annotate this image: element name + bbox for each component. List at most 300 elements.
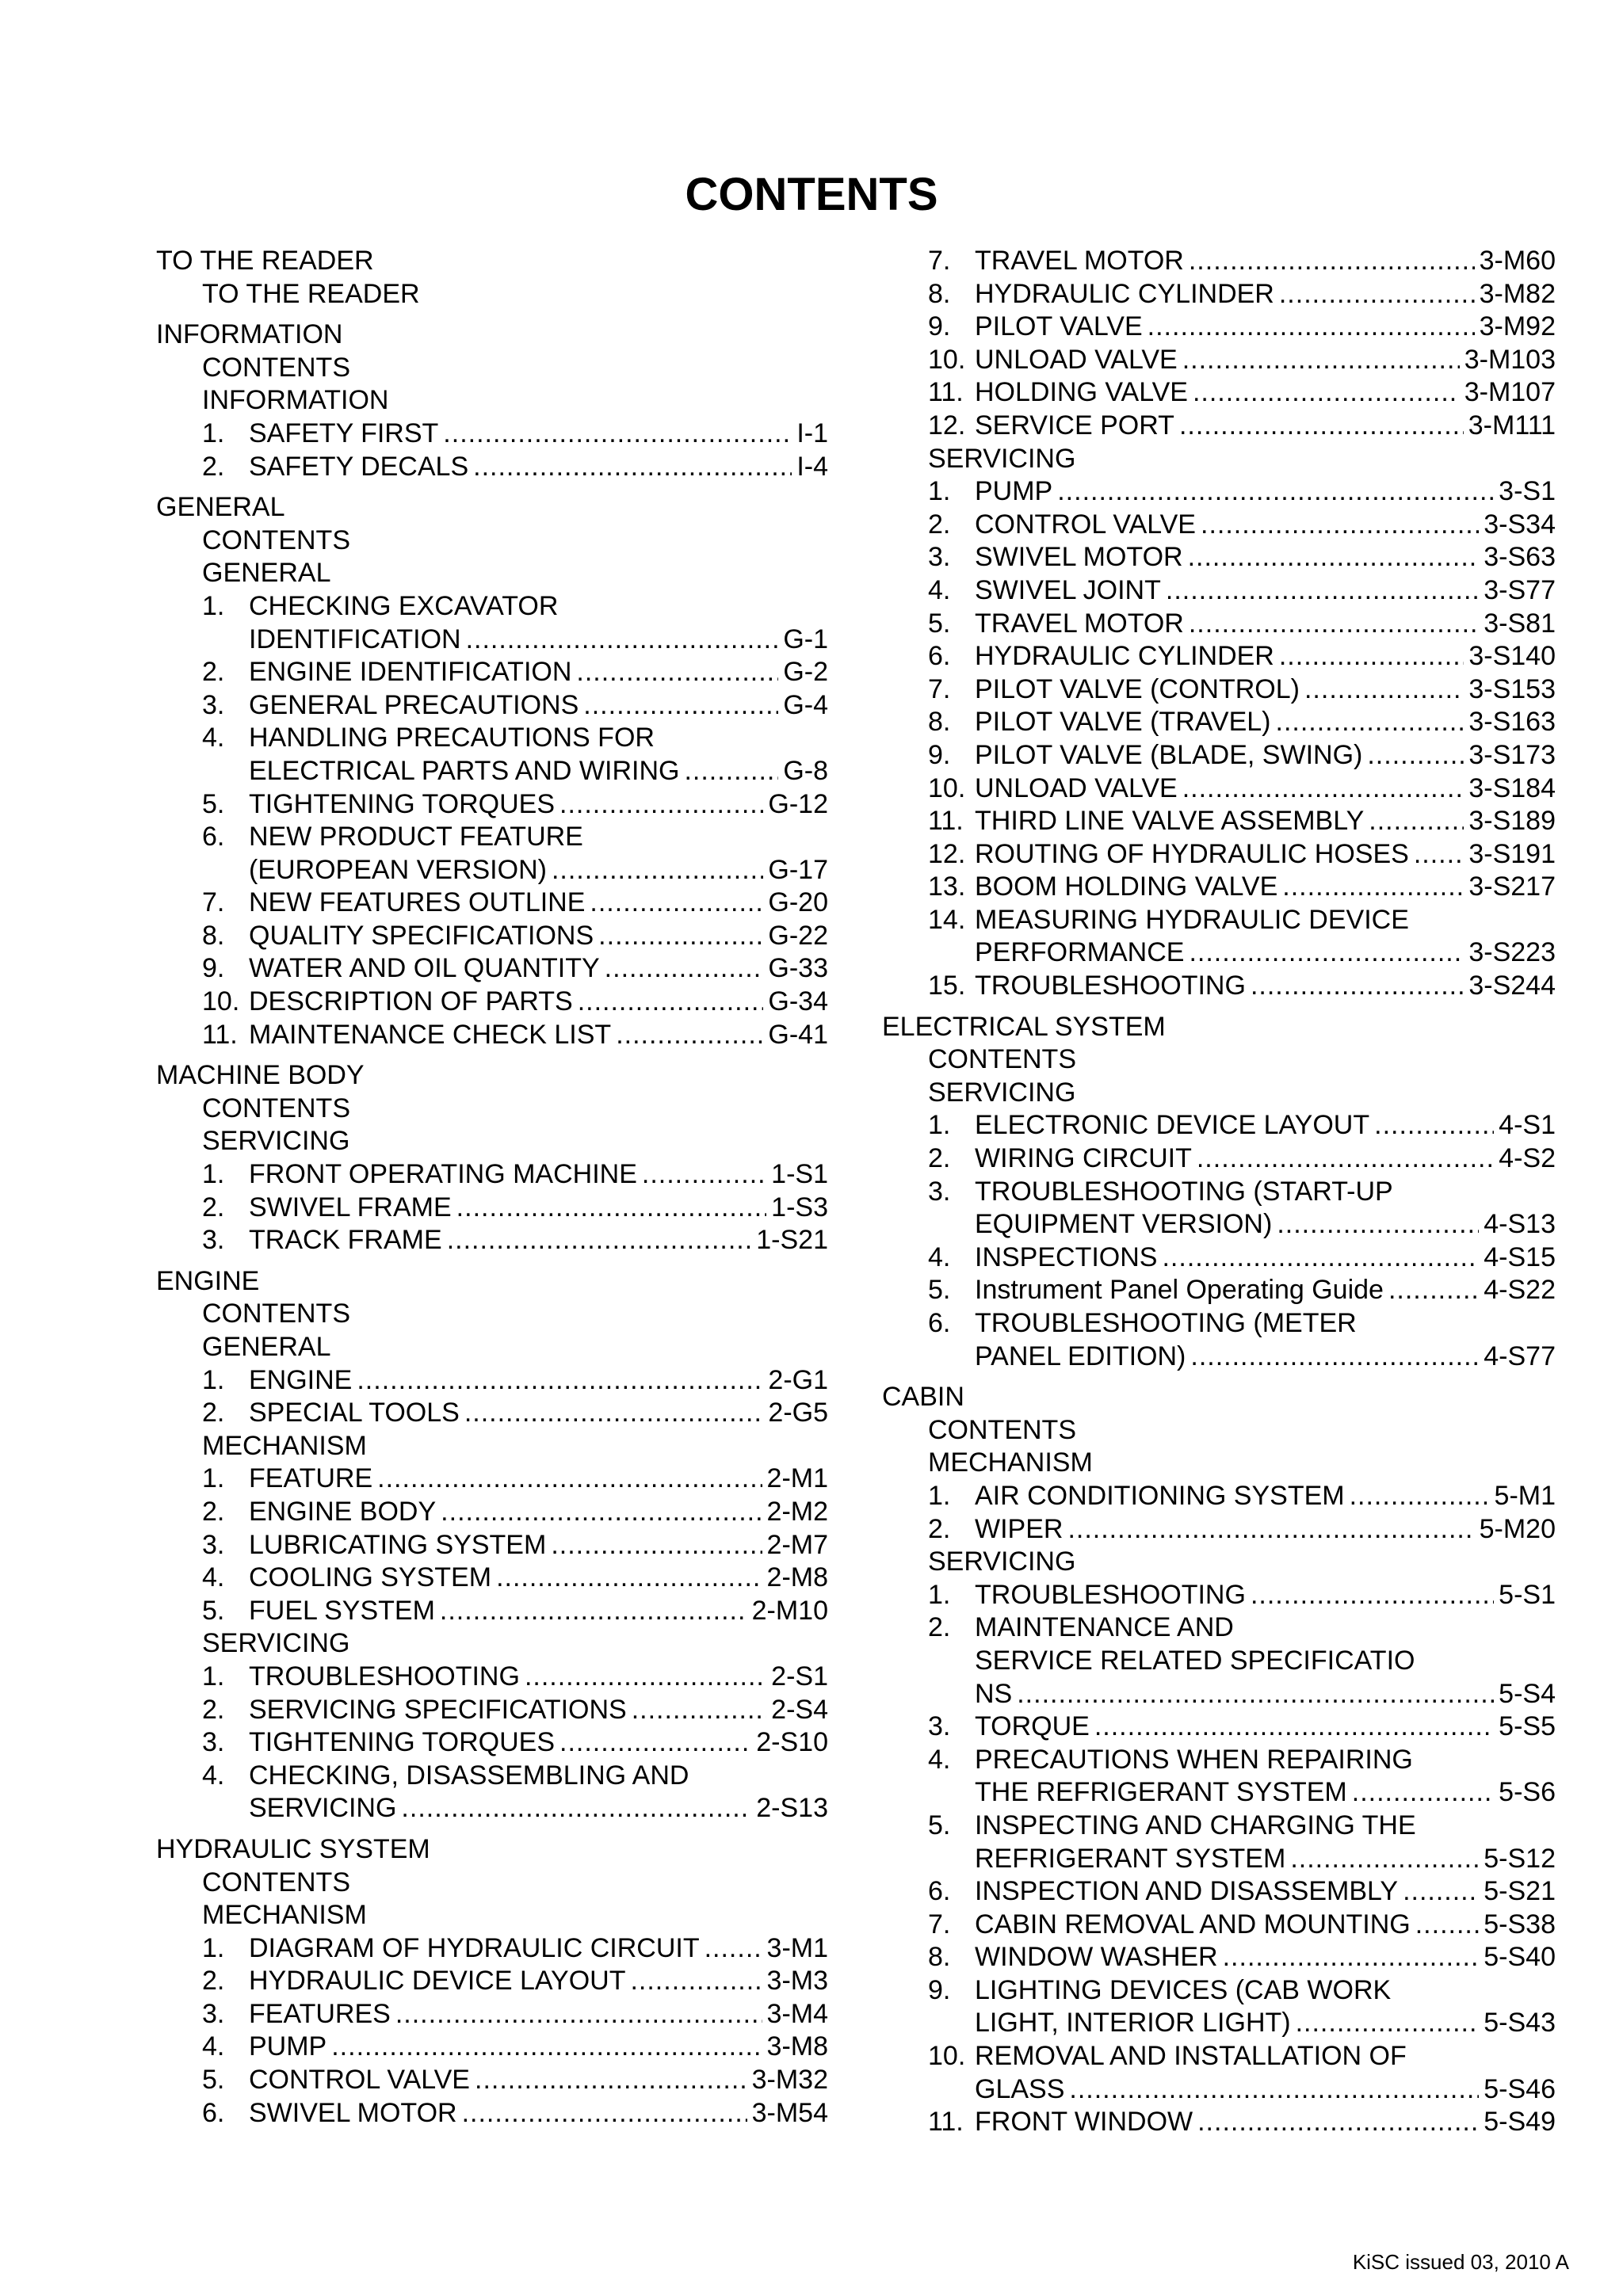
toc-section-heading <box>156 1059 828 1093</box>
toc-entry-label: ELECTRONIC DEVICE LAYOUT <box>975 1110 1370 1141</box>
toc-entry-link[interactable] <box>156 2064 828 2097</box>
toc-entry-number: 9. <box>928 739 951 770</box>
toc-entry-label: GENERAL PRECAUTIONS <box>249 689 579 720</box>
toc-entry-label: CONTENTS <box>202 352 350 383</box>
toc-entry-label: CABIN <box>882 1382 964 1413</box>
toc-entry-number: 2. <box>202 1496 225 1527</box>
toc-entry-label: SERVICE PORT <box>975 410 1174 441</box>
toc-page-number: 3-M103 <box>1464 344 1556 375</box>
toc-entry-link[interactable] <box>882 311 1556 344</box>
toc-entry-number: 1. <box>928 1480 951 1511</box>
toc-section-heading <box>156 491 828 524</box>
toc-entry-link[interactable] <box>882 1142 1556 1176</box>
toc-right-column <box>882 245 1556 2139</box>
toc-entry-label: SWIVEL FRAME <box>249 1192 452 1222</box>
toc-entry-label: SERVICE RELATED SPECIFICATIO <box>975 1645 1415 1676</box>
toc-entry <box>156 590 828 624</box>
toc-dot-leader <box>559 1726 751 1760</box>
toc-entry <box>156 1125 828 1158</box>
toc-dot-leader <box>1388 1274 1479 1307</box>
toc-entry-number: 2. <box>202 1694 225 1725</box>
toc-entry-number: 2. <box>202 1398 225 1428</box>
toc-entry-link[interactable] <box>156 451 828 484</box>
toc-entry-label: GENERAL <box>202 1332 331 1362</box>
toc-page-number: G-4 <box>783 689 828 720</box>
toc-dot-leader <box>462 2097 747 2130</box>
toc-entry-number: 2. <box>202 1192 225 1222</box>
toc-entry-label: DESCRIPTION OF PARTS <box>249 986 573 1017</box>
toc-entry-label: CHECKING, DISASSEMBLING AND <box>249 1760 689 1791</box>
toc-entry-label: ELECTRICAL PARTS AND WIRING <box>249 755 680 786</box>
toc-dot-leader <box>605 952 764 986</box>
toc-dot-leader <box>1162 1241 1479 1275</box>
toc-page-number: 3-S191 <box>1468 838 1556 869</box>
toc-entry-label: SERVICING SPECIFICATIONS <box>249 1694 627 1725</box>
toc-page-number: G-20 <box>768 887 828 918</box>
toc-entry-link[interactable] <box>156 1932 828 1966</box>
toc-entry <box>882 1077 1556 1110</box>
toc-entry-number: 13. <box>928 871 966 902</box>
toc-entry <box>882 904 1556 937</box>
toc-dot-leader <box>552 854 763 887</box>
toc-dot-leader <box>576 656 778 689</box>
toc-entry-label: SPECIAL TOOLS <box>249 1398 460 1428</box>
toc-entry-number: 10. <box>928 2041 966 2072</box>
toc-entry-label: TRAVEL MOTOR <box>975 608 1184 639</box>
toc-page-number: 3-M8 <box>766 2031 828 2062</box>
toc-entry-label: PUMP <box>249 2031 327 2062</box>
toc-entry-link[interactable] <box>882 706 1556 739</box>
toc-entry <box>156 1899 828 1932</box>
toc-entry-label: CONTENTS <box>202 1867 350 1897</box>
toc-entry-label: TO THE READER <box>202 278 420 309</box>
toc-dot-leader <box>1188 541 1480 574</box>
toc-entry-number: 3. <box>928 542 951 573</box>
toc-dot-leader <box>1276 706 1465 739</box>
toc-entry-link[interactable] <box>156 1019 828 1052</box>
toc-dot-leader <box>1415 1909 1480 1942</box>
toc-entry-link[interactable] <box>156 854 828 887</box>
toc-entry-link[interactable] <box>882 1579 1556 1612</box>
toc-entry-link[interactable] <box>156 2097 828 2130</box>
toc-entry-label: HANDLING PRECAUTIONS FOR <box>249 723 655 753</box>
toc-dot-leader <box>684 755 778 788</box>
toc-entry-link[interactable] <box>156 689 828 723</box>
toc-entry-link[interactable] <box>156 1496 828 1529</box>
toc-dot-leader <box>1296 2007 1480 2040</box>
toc-page-number: 3-M4 <box>766 1998 828 2029</box>
toc-dot-leader <box>1251 970 1464 1003</box>
toc-entry-link[interactable] <box>156 1726 828 1760</box>
toc-entry-label: QUALITY SPECIFICATIONS <box>249 920 594 951</box>
toc-entry-label: WATER AND OIL QUANTITY <box>249 953 600 984</box>
toc-dot-leader <box>630 1965 762 1998</box>
toc-dot-leader <box>1279 278 1475 311</box>
toc-entry-link[interactable] <box>882 772 1556 806</box>
toc-page-number: 3-S184 <box>1468 772 1556 803</box>
toc-page-number: 3-S81 <box>1484 608 1556 639</box>
toc-entry-label: GENERAL <box>156 492 285 523</box>
toc-page-number: 5-S43 <box>1484 2008 1556 2039</box>
toc-entry-link[interactable] <box>882 475 1556 509</box>
toc-dot-leader <box>1277 1208 1479 1241</box>
toc-entry-label: PILOT VALVE <box>975 311 1143 342</box>
toc-page-number: 3-S223 <box>1468 937 1556 968</box>
toc-entry-label: INFORMATION <box>202 385 389 416</box>
toc-entry-link[interactable] <box>156 624 828 657</box>
toc-entry-number: 2. <box>202 657 225 688</box>
toc-entry-link[interactable] <box>882 2073 1556 2107</box>
toc-entry-link[interactable] <box>156 1792 828 1825</box>
toc-page-number: 3-S217 <box>1468 871 1556 902</box>
toc-entry-link[interactable] <box>882 640 1556 673</box>
toc-page-number: G-2 <box>783 657 828 688</box>
toc-entry-link[interactable] <box>156 1661 828 1694</box>
toc-entry-link[interactable] <box>156 1998 828 2031</box>
toc-page-number: I-4 <box>796 451 828 482</box>
toc-entry-number: 3. <box>202 1998 225 2029</box>
toc-entry-link[interactable] <box>882 2106 1556 2139</box>
toc-entry-label: CONTENTS <box>202 1299 350 1329</box>
toc-entry-link[interactable] <box>156 1364 828 1398</box>
toc-entry-number: 6. <box>202 2097 225 2128</box>
toc-dot-leader <box>1182 772 1465 806</box>
toc-dot-leader <box>551 1529 762 1562</box>
toc-entry-label: SWIVEL MOTOR <box>975 542 1183 573</box>
toc-entry-link[interactable] <box>882 1241 1556 1275</box>
toc-page-number: 3-M60 <box>1479 246 1556 276</box>
toc-dot-leader <box>583 689 778 723</box>
toc-dot-leader <box>1201 509 1479 542</box>
toc-entry-link[interactable] <box>882 739 1556 772</box>
toc-entry-label: NEW PRODUCT FEATURE <box>249 822 583 852</box>
toc-page-number: 2-S1 <box>771 1661 828 1691</box>
toc-entry-number: 8. <box>928 707 951 738</box>
toc-entry-label: LIGHT, INTERIOR LIGHT) <box>975 2008 1291 2039</box>
toc-dot-leader <box>395 1998 762 2031</box>
toc-entry-label: NS <box>975 1678 1013 1709</box>
toc-entry-link[interactable] <box>882 541 1556 574</box>
toc-entry <box>156 1093 828 1126</box>
toc-entry-number: 9. <box>928 311 951 342</box>
toc-entry-number: 2. <box>928 1513 951 1544</box>
toc-page-number: G-1 <box>783 624 828 654</box>
toc-entry-link[interactable] <box>882 1711 1556 1744</box>
toc-entry-link[interactable] <box>156 1463 828 1496</box>
toc-entry-label: SWIVEL JOINT <box>975 574 1161 605</box>
toc-page-number: 3-S163 <box>1468 707 1556 738</box>
toc-page-number: 3-S34 <box>1484 509 1556 540</box>
toc-entry-label: TORQUE <box>975 1711 1090 1742</box>
toc-entry-link[interactable] <box>882 608 1556 641</box>
toc-entry-link[interactable] <box>882 1843 1556 1876</box>
toc-entry-number: 1. <box>202 1159 225 1190</box>
toc-entry-number: 11. <box>202 1019 238 1050</box>
toc-entry-label: PUMP <box>975 476 1053 507</box>
toc-entry <box>156 384 828 418</box>
toc-entry-label: EQUIPMENT VERSION) <box>975 1209 1273 1240</box>
toc-entry-number: 8. <box>928 278 951 309</box>
toc-entry-link[interactable] <box>882 1909 1556 1942</box>
toc-entry-label: PILOT VALVE (BLADE, SWING) <box>975 739 1363 770</box>
toc-entry-number: 1. <box>928 1579 951 1610</box>
toc-entry-number: 8. <box>202 920 225 951</box>
toc-dot-leader <box>464 1397 764 1430</box>
toc-entry-label: ENGINE BODY <box>249 1496 437 1527</box>
toc-entry-number: 3. <box>202 1727 225 1758</box>
toc-entry-number: 1. <box>928 476 951 507</box>
toc-entry-link[interactable] <box>156 920 828 953</box>
toc-entry-number: 2. <box>928 509 951 540</box>
toc-dot-leader <box>559 788 763 822</box>
toc-dot-leader <box>475 2064 747 2097</box>
toc-entry-number: 4. <box>928 1744 951 1775</box>
toc-entry-number: 1. <box>928 1110 951 1141</box>
toc-entry-link[interactable] <box>156 788 828 822</box>
toc-dot-leader <box>1374 1109 1494 1142</box>
toc-entry-label: CONTROL VALVE <box>249 2065 470 2096</box>
toc-entry-number: 5. <box>202 1595 225 1626</box>
toc-entry-link[interactable] <box>882 838 1556 871</box>
toc-dot-leader <box>1350 1480 1490 1513</box>
toc-entry-link[interactable] <box>882 344 1556 377</box>
toc-dot-leader <box>632 1694 766 1727</box>
toc-entry-label: LUBRICATING SYSTEM <box>249 1529 547 1560</box>
toc-entry-label: IDENTIFICATION <box>249 624 461 654</box>
toc-dot-leader <box>401 1792 751 1825</box>
toc-entry-link[interactable] <box>156 1158 828 1192</box>
toc-entry-link[interactable] <box>882 1480 1556 1513</box>
toc-entry-number: 1. <box>202 1661 225 1691</box>
toc-entry-number: 5. <box>928 608 951 639</box>
toc-entry <box>882 1307 1556 1341</box>
toc-entry-label: MECHANISM <box>928 1447 1093 1478</box>
toc-page-number: 3-M3 <box>766 1966 828 1997</box>
toc-entry-link[interactable] <box>882 1941 1556 1974</box>
toc-entry-link[interactable] <box>882 376 1556 410</box>
toc-page-number: 4-S22 <box>1484 1275 1556 1306</box>
toc-entry-link[interactable] <box>156 1192 828 1225</box>
toc-entry-link[interactable] <box>156 986 828 1019</box>
toc-entry-number: 2. <box>202 451 225 482</box>
toc-page-number: 5-S38 <box>1484 1909 1556 1939</box>
toc-entry-label: THE REFRIGERANT SYSTEM <box>975 1777 1347 1808</box>
toc-entry <box>156 1760 828 1793</box>
toc-entry-link[interactable] <box>882 871 1556 904</box>
toc-dot-leader <box>1369 805 1464 838</box>
toc-entry-number: 11. <box>928 806 964 837</box>
toc-dot-leader <box>1189 245 1475 278</box>
toc-page-number: 1-S1 <box>771 1159 828 1190</box>
toc-page-number: 5-S1 <box>1499 1579 1556 1610</box>
toc-entry-label: ROUTING OF HYDRAULIC HOSES <box>975 838 1409 869</box>
toc-entry-number: 10. <box>928 344 966 375</box>
toc-entry-number: 6. <box>202 822 225 852</box>
toc-dot-leader <box>443 418 792 451</box>
toc-dot-leader <box>440 1595 747 1628</box>
toc-dot-leader <box>1190 1341 1479 1374</box>
toc-entry-number: 6. <box>928 641 951 672</box>
toc-entry-link[interactable] <box>882 509 1556 542</box>
toc-entry-label: THIRD LINE VALVE ASSEMBLY <box>975 806 1365 837</box>
toc-entry-link[interactable] <box>156 1562 828 1595</box>
toc-entry-link[interactable] <box>882 1274 1556 1307</box>
toc-page-number: 2-M1 <box>766 1463 828 1494</box>
toc-entry-link[interactable] <box>156 1694 828 1727</box>
toc-dot-leader <box>578 986 764 1019</box>
toc-page-number: 3-S63 <box>1484 542 1556 573</box>
toc-page-number: 5-S40 <box>1484 1942 1556 1973</box>
toc-entry-link[interactable] <box>882 1875 1556 1909</box>
toc-entry-link[interactable] <box>156 952 828 986</box>
toc-entry-label: TROUBLESHOOTING <box>975 1579 1246 1610</box>
toc-dot-leader <box>447 1224 752 1257</box>
toc-entry-label: ENGINE <box>249 1364 353 1395</box>
toc-entry-label: GENERAL <box>202 558 331 589</box>
toc-page-number: 3-S244 <box>1468 971 1556 1001</box>
toc-page-number: 5-S21 <box>1484 1876 1556 1907</box>
toc-entry-label: HYDRAULIC CYLINDER <box>975 278 1274 309</box>
toc-entry-link[interactable] <box>882 410 1556 443</box>
toc-page-number: 4-S1 <box>1499 1110 1556 1141</box>
toc-entry-label: TROUBLESHOOTING <box>975 971 1246 1001</box>
toc-entry-number: 5. <box>202 2065 225 2096</box>
toc-dot-leader <box>1148 311 1475 344</box>
toc-entry-number: 1. <box>202 418 225 448</box>
toc-entry-label: ELECTRICAL SYSTEM <box>882 1011 1166 1042</box>
toc-dot-leader <box>1189 608 1479 641</box>
toc-entry-label: PILOT VALVE (TRAVEL) <box>975 707 1271 738</box>
toc-entry-number: 2. <box>928 1612 951 1643</box>
toc-entry-label: HYDRAULIC SYSTEM <box>156 1833 430 1864</box>
toc-entry <box>882 1176 1556 1209</box>
toc-entry-number: 6. <box>928 1308 951 1338</box>
toc-entry-number: 14. <box>928 904 966 935</box>
toc-entry-link[interactable] <box>156 1397 828 1430</box>
toc-dot-leader <box>1290 1843 1479 1876</box>
toc-entry-number: 10. <box>928 772 966 803</box>
toc-entry-link[interactable] <box>882 278 1556 311</box>
toc-dot-leader <box>377 1463 762 1496</box>
toc-entry-label: AIR CONDITIONING SYSTEM <box>975 1480 1345 1511</box>
toc-entry-label: TROUBLESHOOTING <box>249 1661 520 1691</box>
toc-entry-label: LIGHTING DEVICES (CAB WORK <box>975 1974 1392 2005</box>
toc-entry-link[interactable] <box>156 887 828 920</box>
toc-page-number: 1-S21 <box>756 1225 828 1256</box>
toc-entry-link[interactable] <box>882 673 1556 707</box>
toc-entry-link[interactable] <box>156 1224 828 1257</box>
toc-entry-label: WIRING CIRCUIT <box>975 1143 1192 1174</box>
toc-entry-link[interactable] <box>882 574 1556 608</box>
toc-entry-label: CONTROL VALVE <box>975 509 1196 540</box>
toc-entry-link[interactable] <box>156 1965 828 1998</box>
toc-dot-leader <box>441 1496 762 1529</box>
toc-entry-label: PERFORMANCE <box>975 937 1185 968</box>
toc-entry-label: TO THE READER <box>156 246 374 276</box>
toc-entry-label: CONTENTS <box>202 524 350 555</box>
toc-entry-link[interactable] <box>882 1208 1556 1241</box>
toc-entry-label: UNLOAD VALVE <box>975 772 1178 803</box>
toc-page-number: 3-S173 <box>1468 739 1556 770</box>
toc-entry-link[interactable] <box>156 656 828 689</box>
toc-dot-leader <box>1182 344 1460 377</box>
toc-entry-link[interactable] <box>882 936 1556 970</box>
toc-dot-leader <box>1057 475 1494 509</box>
toc-entry-link[interactable] <box>882 1109 1556 1142</box>
toc-entry-label: INSPECTING AND CHARGING THE <box>975 1810 1416 1840</box>
toc-page-number: 3-M32 <box>751 2065 828 2096</box>
toc-entry <box>156 722 828 755</box>
toc-entry-number: 4. <box>202 2031 225 2062</box>
toc-entry-label: FRONT OPERATING MACHINE <box>249 1159 637 1190</box>
toc-page-number: 5-S12 <box>1484 1843 1556 1874</box>
toc-entry-link[interactable] <box>156 418 828 451</box>
toc-entry-number: 3. <box>928 1711 951 1742</box>
toc-entry-link[interactable] <box>882 2007 1556 2040</box>
footer-issue-note: KiSC issued 03, 2010 A <box>1352 2250 1569 2274</box>
page-title: CONTENTS <box>685 169 938 220</box>
toc-dot-leader <box>1017 1678 1494 1711</box>
toc-entry-label: TROUBLESHOOTING (START-UP <box>975 1176 1393 1207</box>
toc-entry <box>882 1043 1556 1077</box>
toc-entry-label: PANEL EDITION) <box>975 1341 1186 1371</box>
toc-page-number: 3-M54 <box>751 2097 828 2128</box>
toc-entry-label: MEASURING HYDRAULIC DEVICE <box>975 904 1409 935</box>
toc-entry-number: 15. <box>928 971 966 1001</box>
toc-page-number: 5-M1 <box>1494 1480 1556 1511</box>
toc-dot-leader <box>473 451 792 484</box>
toc-entry-label: DIAGRAM OF HYDRAULIC CIRCUIT <box>249 1932 700 1963</box>
toc-entry-number: 1. <box>202 1463 225 1494</box>
toc-entry-link[interactable] <box>882 805 1556 838</box>
toc-dot-leader <box>1197 2106 1479 2139</box>
toc-page-number: 5-S5 <box>1499 1711 1556 1742</box>
toc-page-number: 3-M111 <box>1468 410 1556 441</box>
toc-entry-number: 4. <box>202 723 225 753</box>
toc-entry-link[interactable] <box>156 755 828 788</box>
toc-entry-link[interactable] <box>882 1513 1556 1547</box>
toc-entry <box>882 1611 1556 1645</box>
toc-dot-leader <box>1223 1941 1480 1974</box>
toc-entry-label: MAINTENANCE CHECK LIST <box>249 1019 612 1050</box>
toc-entry-number: 4. <box>928 574 951 605</box>
toc-entry-label: SERVICING <box>928 1077 1076 1108</box>
toc-entry <box>156 1298 828 1331</box>
toc-entry-link[interactable] <box>156 1529 828 1562</box>
toc-entry-link[interactable] <box>882 1776 1556 1810</box>
toc-dot-leader <box>1067 1513 1474 1547</box>
toc-entry-label: CONTENTS <box>928 1044 1076 1075</box>
toc-page-number: 2-M8 <box>766 1562 828 1593</box>
toc-page-number: 4-S77 <box>1484 1341 1556 1371</box>
toc-entry-link[interactable] <box>882 970 1556 1003</box>
toc-entry <box>156 1430 828 1463</box>
toc-entry-number: 12. <box>928 838 966 869</box>
toc-entry-number: 4. <box>202 1760 225 1791</box>
toc-entry-link[interactable] <box>156 1595 828 1628</box>
toc-entry-link[interactable] <box>882 1341 1556 1374</box>
toc-entry-link[interactable] <box>882 245 1556 278</box>
toc-entry-link[interactable] <box>156 2031 828 2064</box>
toc-section-heading <box>882 1011 1556 1044</box>
toc-entry-number: 1. <box>202 1932 225 1963</box>
toc-entry-label: REFRIGERANT SYSTEM <box>975 1843 1286 1874</box>
toc-entry-link[interactable] <box>882 1678 1556 1711</box>
toc-entry-number: 7. <box>202 887 225 918</box>
toc-entry-number: 7. <box>928 1909 951 1939</box>
toc-entry-label: TRACK FRAME <box>249 1225 442 1256</box>
toc-page-number: G-33 <box>768 953 828 984</box>
